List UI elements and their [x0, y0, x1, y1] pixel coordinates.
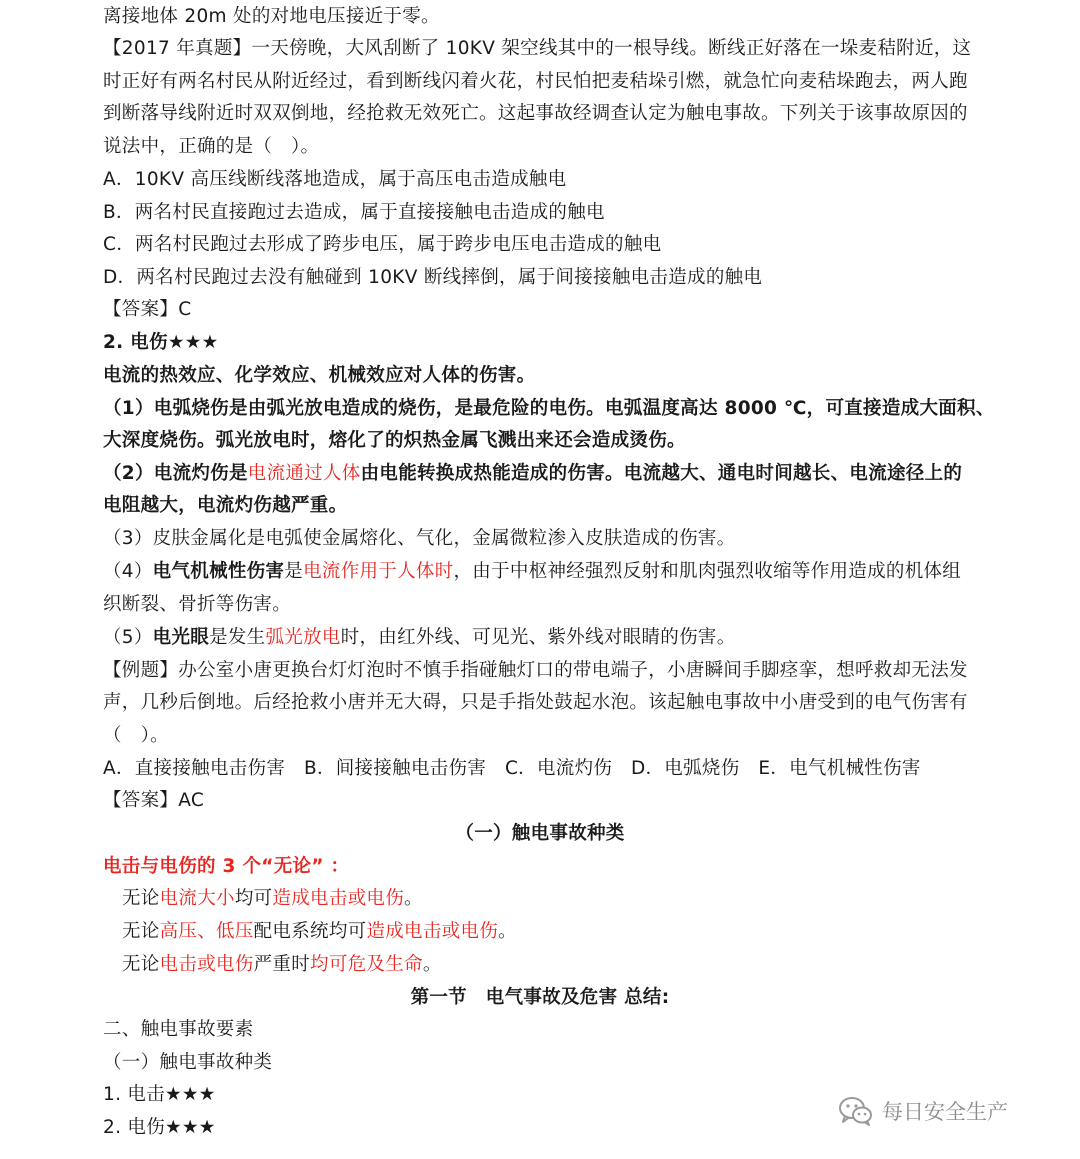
wulun-1-c: 。 — [404, 888, 423, 909]
electric-injury-heading: 2. 电伤★★★ — [103, 332, 219, 353]
wulun-2-a: 无论 — [122, 921, 160, 942]
wulun-rule-3 — [122, 954, 442, 976]
watermark — [838, 1094, 1008, 1128]
example-line-1: 【例题】办公室小唐更换台灯灯泡时不慎手指碰触灯口的带电端子，小唐瞬间手脚痉挛，想呼救却无法发 — [103, 660, 968, 681]
current-burn-line-1 — [103, 463, 962, 485]
example-options: A．直接接触电击伤害 B．间接接触电击伤害 C．电流灼伤 D．电弧烧伤 E．电气机械性伤害 — [103, 758, 921, 779]
wulun-2-red-1: 高压、低压 — [159, 921, 254, 942]
example-line-2: 声，几秒后倒地。后经抢救小唐并无大碍，只是手指处鼓起水泡。该起触电事故中小唐受到的电气伤害有 — [103, 692, 968, 713]
summary-item-4: 2. 电伤★★★ — [103, 1117, 216, 1138]
wulun-rule-1 — [122, 888, 423, 910]
summary-item-2: （一）触电事故种类 — [103, 1052, 273, 1073]
wechat-icon — [838, 1096, 874, 1126]
electric-ophthalmia-line — [103, 627, 736, 649]
wulun-3-a: 无论 — [122, 954, 160, 975]
exam-question-line-3: 到断落导线附近时双双倒地，经抢救无效死亡。这起事故经调查认定为触电事故。下列关于该事故原因的 — [103, 103, 968, 124]
mechanical-injury-prefix: （4） — [103, 561, 153, 582]
wulun-3-b: 严重时 — [253, 954, 311, 975]
mechanical-injury-term: 电气机械性伤害 — [152, 561, 285, 582]
exam-option-a: A．10KV 高压线断线落地造成，属于高压电击造成触电 — [103, 169, 567, 190]
electric-injury-definition: 电流的热效应、化学效应、机械效应对人体的伤害。 — [103, 365, 536, 386]
wulun-1-a: 无论 — [122, 888, 160, 909]
exam-question-line-1: 【2017 年真题】一天傍晚，大风刮断了 10KV 架空线其中的一根导线。断线正好落在一垛麦秸附近，这 — [103, 38, 972, 59]
example-line-3: （ ）。 — [103, 725, 169, 746]
mechanical-injury-line-1 — [103, 561, 961, 583]
skin-metallization-line: （3）皮肤金属化是电弧使金属熔化、气化，金属微粒渗入皮肤造成的伤害。 — [103, 528, 736, 549]
summary-item-3: 1. 电击★★★ — [103, 1084, 216, 1105]
wulun-2-red-2: 造成电击或电伤 — [366, 921, 499, 942]
wulun-heading: 电击与电伤的 3 个“无论” ： — [103, 856, 350, 877]
exam-option-d: D．两名村民跑过去没有触碰到 10KV 断线摔倒，属于间接接触电击造成的触电 — [103, 267, 763, 288]
current-burn-rest: 由电能转换成热能造成的伤害。电流越大、通电时间越长、电流途径上的 — [360, 463, 963, 484]
current-burn-prefix: （2）电流灼伤是 — [103, 463, 248, 484]
intro-line: 离接地体 20m 处的对地电压接近于零。 — [103, 6, 440, 27]
wulun-rule-2 — [122, 921, 517, 943]
exam-option-b: B．两名村民直接跑过去造成，属于直接接触电击造成的触电 — [103, 202, 605, 223]
wulun-1-red-1: 电流大小 — [159, 888, 235, 909]
summary-title: 第一节 电气事故及危害 总结: — [410, 987, 670, 1008]
arc-burn-line-2: 大深度烧伤。弧光放电时，熔化了的炽热金属飞溅出来还会造成烫伤。 — [103, 430, 686, 451]
mechanical-injury-highlight: 电流作用于人体时 — [303, 561, 454, 582]
mechanical-injury-line-2: 织断裂、骨折等伤害。 — [103, 594, 292, 615]
electric-ophthalmia-rest: 时，由红外线、可见光、紫外线对眼睛的伤害。 — [340, 627, 736, 648]
exam-question-line-4: 说法中，正确的是（ ）。 — [103, 136, 320, 157]
arc-burn-line-1: （1）电弧烧伤是由弧光放电造成的烧伤，是最危险的电伤。电弧温度高达 8000 ℃，可直接造成大面积、 — [103, 398, 995, 419]
exam-option-c: C．两名村民跑过去形成了跨步电压，属于跨步电压电击造成的触电 — [103, 234, 662, 255]
electric-ophthalmia-term: 电光眼 — [152, 627, 210, 648]
current-burn-highlight: 电流通过人体 — [247, 463, 361, 484]
electric-ophthalmia-is: 是发生 — [209, 627, 266, 648]
electric-ophthalmia-prefix: （5） — [103, 627, 153, 648]
wulun-1-red-2: 造成电击或电伤 — [272, 888, 405, 909]
wulun-1-b: 均可 — [234, 888, 273, 909]
exam-answer: 【答案】C — [103, 299, 192, 320]
wulun-3-red-1: 电击或电伤 — [159, 954, 254, 975]
wulun-3-red-2: 均可危及生命 — [310, 954, 423, 975]
exam-question-line-2: 时正好有两名村民从附近经过，看到断线闪着火花，村民怕把麦秸垛引燃，就急忙向麦秸垛跑去，两人跑 — [103, 71, 968, 92]
mechanical-injury-rest: ，由于中枢神经强烈反射和肌肉强烈收缩等作用造成的机体组 — [453, 561, 962, 582]
wulun-3-c: 。 — [422, 954, 442, 975]
section-title: （一）触电事故种类 — [455, 823, 625, 844]
wulun-2-b: 配电系统均可 — [253, 921, 367, 942]
watermark-text: 每日安全生产 — [882, 1100, 1008, 1124]
summary-item-1: 二、触电事故要素 — [103, 1019, 254, 1040]
electric-ophthalmia-highlight: 弧光放电 — [265, 627, 341, 648]
mechanical-injury-is: 是 — [284, 561, 304, 582]
example-answer: 【答案】AC — [103, 790, 205, 811]
current-burn-line-2: 电阻越大，电流灼伤越严重。 — [103, 495, 348, 516]
wulun-2-c: 。 — [498, 921, 517, 942]
